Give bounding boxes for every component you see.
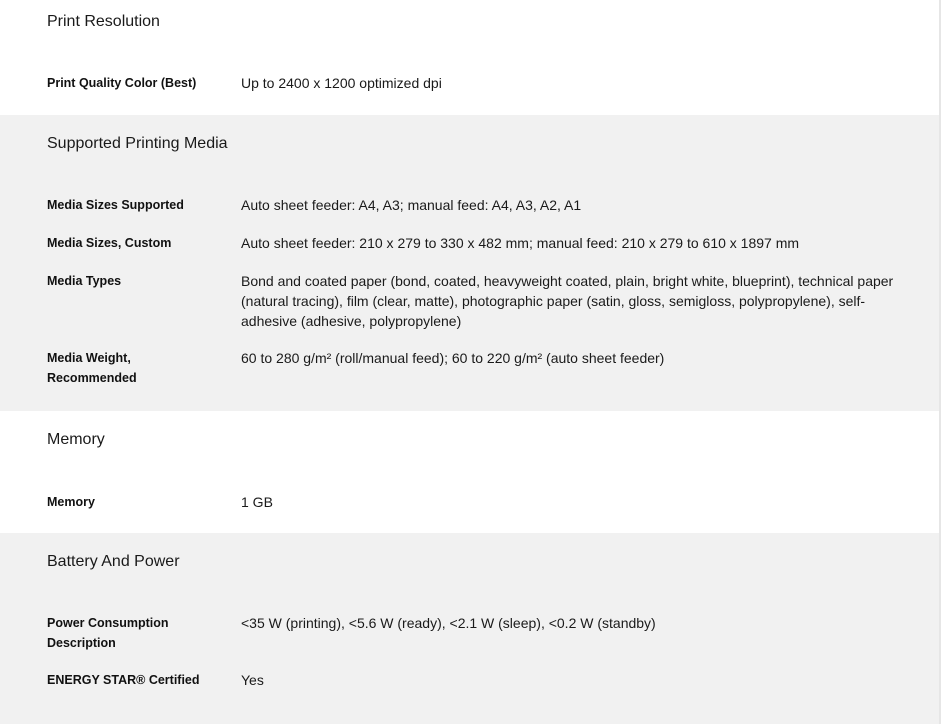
- spec-label: Media Sizes Supported: [47, 198, 184, 212]
- spec-label: ENERGY STAR® Certified: [47, 673, 200, 687]
- spec-label: Power Consumption Description: [47, 616, 169, 650]
- spec-value: <35 W (printing), <5.6 W (ready), <2.1 W (sleep), <0.2 W (standby): [241, 615, 656, 631]
- section-title: Battery And Power: [47, 553, 180, 570]
- section-battery-and-power: [0, 533, 939, 724]
- spec-label: Memory: [47, 495, 95, 509]
- spec-label: Media Weight, Recommended: [47, 351, 137, 385]
- section-title: Memory: [47, 431, 105, 448]
- spec-value: Bond and coated paper (bond, coated, heavyweight coated, plain, bright white, blueprint), technical paper (natural tracing), film (clear, matte), photographic paper (satin, gloss, semigloss, polypropylene), self-adhesive (adhesive, polypropylene): [241, 273, 894, 329]
- section-title: Supported Printing Media: [47, 135, 228, 152]
- section-supported-printing-media: [0, 115, 939, 411]
- spec-label: Media Sizes, Custom: [47, 236, 172, 250]
- spec-value: Auto sheet feeder: 210 x 279 to 330 x 482 mm; manual feed: 210 x 279 to 610 x 1897 mm: [241, 235, 800, 251]
- spec-value: Yes: [241, 672, 264, 688]
- section-title: Print Resolution: [47, 13, 160, 30]
- spec-value: Auto sheet feeder: A4, A3; manual feed: A4, A3, A2, A1: [241, 197, 582, 213]
- spec-value: 60 to 280 g/m² (roll/manual feed); 60 to 220 g/m² (auto sheet feeder): [241, 350, 665, 366]
- section-print-resolution: [0, 0, 939, 115]
- spec-label: Print Quality Color (Best): [47, 76, 197, 90]
- spec-value: Up to 2400 x 1200 optimized dpi: [241, 75, 442, 91]
- spec-label: Media Types: [47, 274, 122, 288]
- section-memory: [0, 411, 939, 533]
- spec-value: 1 GB: [241, 494, 273, 510]
